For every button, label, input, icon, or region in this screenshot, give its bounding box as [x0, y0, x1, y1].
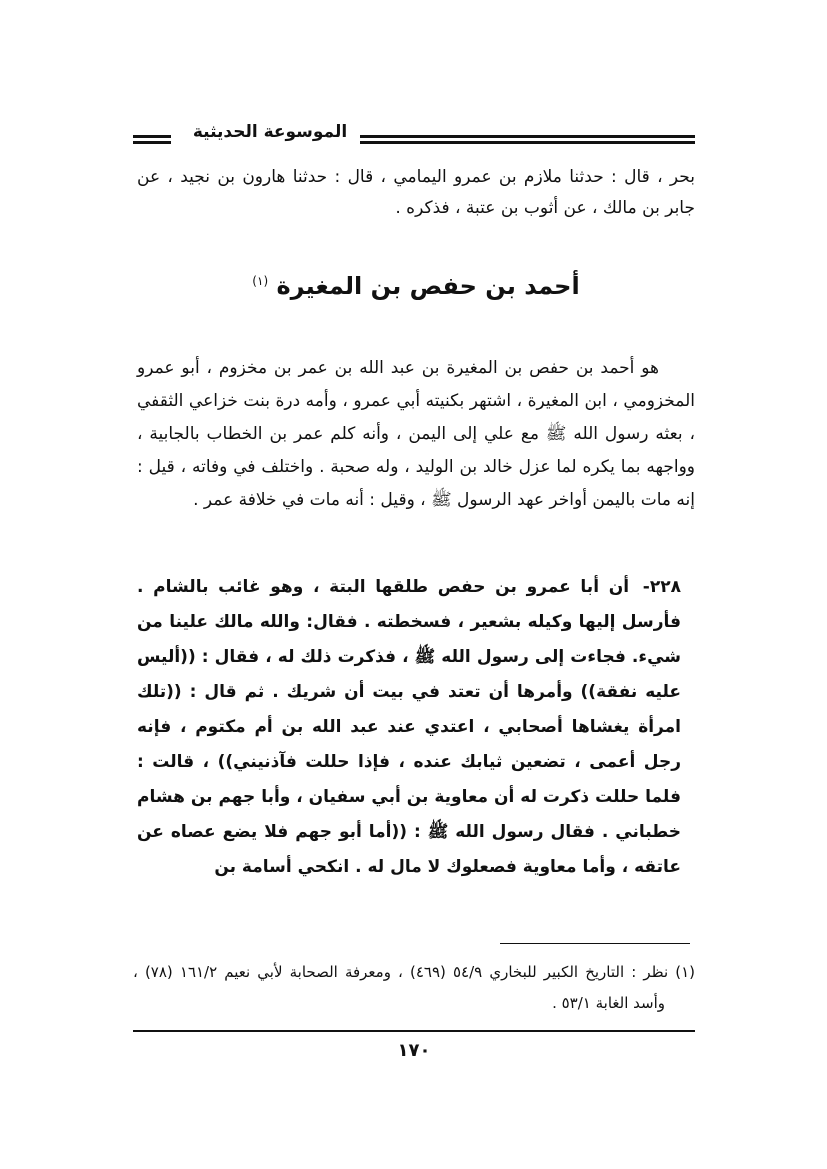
footnote-separator — [500, 943, 690, 944]
biography-text: هو أحمد بن حفص بن المغيرة بن عبد الله بن عمر بن مخزوم ، أبو عمرو المخزومي ، ابن المغيرة ، اشتهر بكنيته أبي عمرو ، وأمه درة بنت خزاعي الثقفي ، بعثه رسول الله ﷺ مع علي إلى اليمن ، وأنه كلم عمر بن الخطاب بالجابية ، وواجهه بما يكره لما عزل خالد بن الوليد ، وله صحبة . واختلف في وفاته ، قيل : إنه مات باليمن أواخر عهد الرسول ﷺ ، وقيل : أنه مات في خلافة عمر . — [137, 358, 695, 510]
hadith-paragraph — [137, 570, 695, 885]
header-rule-left — [133, 135, 171, 144]
heading-footnote-ref: (١) — [252, 274, 269, 288]
intro-paragraph — [137, 162, 695, 224]
biography-paragraph — [137, 352, 695, 517]
footnote — [133, 957, 695, 1019]
footer-rule — [133, 1030, 695, 1032]
header-title: الموسوعة الحديثية — [192, 122, 348, 142]
page-number: ١٧٠ — [397, 1040, 431, 1061]
hadith-entry — [137, 570, 695, 885]
hadith-text: أن أبا عمرو بن حفص طلقها البتة ، وهو غائب بالشام . فأرسل إليها وكيله بشعير ، فسخطته . فقال: والله مالك علينا من شيء. فجاءت إلى رسول الله ﷺ ، فذكرت ذلك له ، فقال : ((أليس عليه نفقة)) وأمرها أن تعتد في بيت أن شريك . ثم قال : ((تلك امرأة يغشاها أصحابي ، اعتدي عند عبد الله بن أم مكتوم ، فإنه رجل أعمى ، تضعين ثيابك عنده ، فإذا حللت فآذنيني)) ، قالت : فلما حللت ذكرت له أن معاوية بن أبي سفيان ، وأبا جهم بن هشام خطباني . فقال رسول الله ﷺ : ((أما أبو جهم فلا يضع عصاه عن عاتقه ، وأما معاوية فصعلوك لا مال له . انكحي أسامة بن — [137, 577, 681, 877]
intro-text: بحر ، قال : حدثنا ملازم بن عمرو اليمامي ، قال : حدثنا هارون بن نجيد ، عن جابر بن مالك ، عن أثوب بن عتبة ، فذكره . — [137, 167, 695, 218]
running-header — [133, 120, 695, 152]
header-rule-right — [360, 135, 695, 144]
footnote-text: (١) نظر : التاريخ الكبير للبخاري ٥٤/٩ (٤٦٩) ، ومعرفة الصحابة لأبي نعيم ١٦١/٢ (٧٨) ، وأسد الغابة ٥٣/١ . — [133, 963, 696, 1012]
heading-title: أحمد بن حفص بن المغيرة — [276, 272, 580, 300]
hadith-number: ٢٢٨- — [642, 577, 681, 597]
section-heading — [137, 272, 695, 300]
